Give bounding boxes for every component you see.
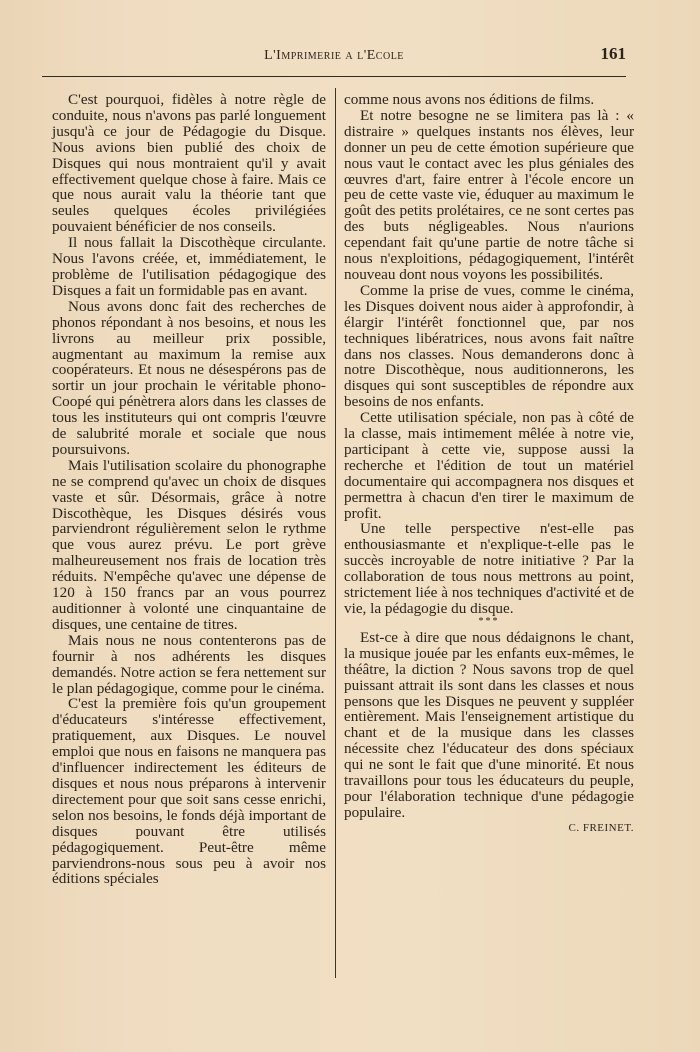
paragraph: C'est la première fois qu'un groupement d'éducateurs s'intéresse effectivement, pratiquement, aux Disques. Le nouvel emploi que nous en faisons ne manquera pas d'influencer indirectement les éditeurs de disques et nous nous préparons à intervenir directement pour que soit sans cesse enrichi, selon nos besoins, le fonds déjà important de disques pouvant être utilisés pédagogiquement. Peut-être même parviendrons-nous sous peu à avoir nos éditions spéciales — [52, 695, 326, 888]
left-column — [52, 92, 326, 887]
header-rule — [42, 76, 626, 77]
section-separator: *** — [478, 615, 500, 627]
paragraph: Il nous fallait la Discothèque circulante. Nous l'avons créée, et, immédiatement, le problème de l'utilisation pédagogique des Disques a fait un formidable pas en avant. — [52, 234, 326, 299]
author-signature: C. FREINET. — [568, 821, 634, 834]
paragraph: Et notre besogne ne se limitera pas là : « distraire » quelques instants nos élèves, leur donner un peu de cette émotion supérieure que nous vaut le contact avec les plus géniales des œuvres d'art, faire entrer à l'école encore un peu de cette vaste vie, éduquer au maximum le goût des petits prolétaires, ce ne sont certes pas des buts négligeables. Nous n'aurions cependant fait qu'une partie de notre tâche si nous n'exploitions, pédagogiquement, l'intérêt nouveau dont nous voyons les possibilités. — [344, 106, 634, 283]
page-header — [42, 44, 626, 68]
paragraph: Cette utilisation spéciale, non pas à côté de la classe, mais intimement mêlée à notre vie, participant à cette vie, suppose aussi la recherche et l'édition de tout un matériel documentaire qui accompagnera nos disques et permettra à chacun d'en tirer le maximum de profit. — [344, 409, 634, 522]
paragraph-continuation: comme nous avons nos éditions de films. — [344, 91, 595, 108]
paragraph: C'est pourquoi, fidèles à notre règle de conduite, nous n'avons pas parlé longuement jusqu'à ce jour de Pédagogie du Disque. Nous avions bien publié des choix de Disques qui nous montraient qu'il y avait effectivement quelque chose à faire. Mais ce que nous aurait valu la théorie tant que seules quelques écoles privilégiées pouvaient bénéficier de nos conseils. — [52, 91, 326, 236]
column-divider — [335, 88, 336, 978]
paragraph: Mais nous ne nous contenterons pas de fournir à nos adhérents les disques demandés. Notre action se fera nettement sur le plan pédagogique, comme pour le cinéma. — [52, 631, 326, 697]
paragraph: Comme la prise de vues, comme le cinéma, les Disques doivent nous aider à approfondir, à élargir l'intérêt fonctionnel que, par nos techniques libératrices, nous avons fait naître dans nos classes. Nous demanderons donc à notre Discothèque, nous auditionnerons, les disques qui sont susceptibles de répondre aux besoins de nos enfants. — [344, 281, 634, 411]
running-title: L'Imprimerie a l'Ecole — [264, 48, 404, 63]
paragraph: Mais l'utilisation scolaire du phonographe ne se comprend qu'avec un choix de disques vaste et sûr. Désormais, grâce à notre Discothèque, les Disques désirés vous parviendront régulièrement selon le rythme que vous aurez prévu. Le port grève malheureusement nos frais de location très réduits. N'empêche qu'avec une dépense de 120 à 150 francs par an vous pourrez auditionner à volonté une cinquantaine de disques, une centaine de titres. — [52, 456, 326, 633]
paragraph: Une telle perspective n'est-elle pas enthousiasmante et n'explique-t-elle pas le succès incroyable de notre initiative ? Par la collaboration de tous nous mettrons au point, strictement liée à nos techniques d'activité et de vie, la pédagogie du disque. — [344, 520, 634, 617]
paragraph: Est-ce à dire que nous dédaignons le chant, la musique jouée par les enfants eux-mêmes, le théâtre, la diction ? Nous savons trop de quel puissant attrait ils sont dans les classes et nous pensons que les Disques ne peuvent y suppléer entièrement. Mais l'enseignement artistique du chant et de la musique dans les classes nécessite chez l'éducateur des dons spéciaux qui ne sont le fait que d'une minorité. Et nous travaillons pour tous les éducateurs du peuple, pour l'élaboration technique d'une pédagogie populaire. — [344, 628, 634, 821]
right-column — [344, 92, 634, 837]
paragraph: Nous avons donc fait des recherches de phonos répondant à nos besoins, et nous les livrons au meilleur prix possible, augmentant au maximum la remise aux coopérateurs. Et nous ne désespérons pas de sortir un jour prochain le véritable phono-Coopé qui pénètrera alors dans les classes de tous les instituteurs qui ont compris l'œuvre de salubrité morale et sociale que nous poursuivons. — [52, 297, 326, 458]
page-number: 161 — [600, 44, 626, 63]
